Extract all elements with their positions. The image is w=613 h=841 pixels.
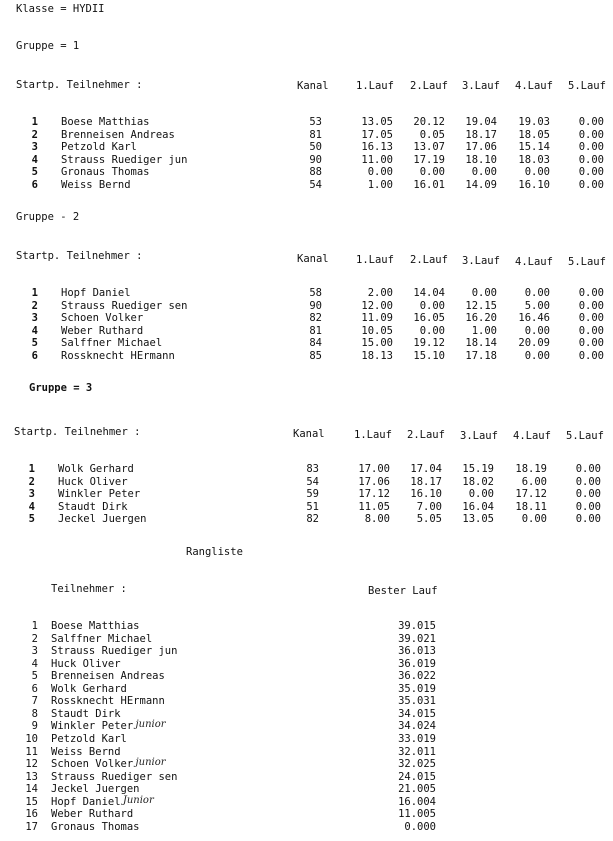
col-lauf-4: 4.Lauf — [515, 256, 553, 268]
lauf-1-value: 17.00 — [358, 463, 390, 475]
rangliste-row — [0, 708, 613, 721]
kanal-value: 81 — [309, 324, 322, 337]
startp-number: 1 — [28, 463, 35, 475]
lauf-3-value: 1.00 — [471, 324, 497, 337]
teilnehmer-name: Schoen Volker — [61, 312, 144, 325]
col-lauf-2: 2.Lauf — [410, 80, 448, 92]
teilnehmer-name: Rossknecht HErmann — [61, 350, 175, 362]
bester-lauf-value: 39.015 — [398, 620, 436, 632]
lauf-5-value: 0.00 — [578, 153, 604, 166]
lauf-2-value: 7.00 — [416, 500, 442, 513]
col-lauf-5: 5.Lauf — [568, 80, 606, 92]
lauf-2-value: 13.07 — [413, 141, 445, 154]
startp-number: 3 — [31, 141, 38, 154]
startp-number: 1 — [31, 287, 38, 299]
startp-number: 5 — [31, 337, 38, 350]
rangliste-row — [0, 808, 613, 821]
rank-name: Gronaus Thomas — [51, 820, 140, 833]
lauf-2-value: 19.12 — [413, 337, 445, 350]
col-lauf-3: 3.Lauf — [460, 430, 498, 442]
startp-number: 4 — [28, 500, 35, 513]
rank-number: 12 — [25, 758, 38, 771]
rank-number: 10 — [25, 732, 38, 745]
rank-name: Jeckel Juergen — [51, 783, 140, 796]
bester-lauf-value: 36.022 — [398, 670, 436, 683]
rank-name: Boese Matthias — [51, 620, 140, 632]
rangliste-row — [0, 758, 613, 771]
kanal-value: 81 — [309, 128, 322, 141]
bester-lauf-value: 34.015 — [398, 707, 436, 720]
col-lauf-5: 5.Lauf — [568, 256, 606, 268]
lauf-3-value: 0.00 — [471, 166, 497, 179]
lauf-2-value: 16.01 — [413, 179, 445, 191]
bester-lauf-value: 24.015 — [398, 770, 436, 783]
rank-name: Winkler Peter — [51, 720, 134, 733]
teilnehmer-name: Boese Matthias — [61, 116, 150, 128]
lauf-2-value: 15.10 — [413, 350, 445, 362]
table-row — [0, 300, 613, 313]
rank-name: Wolk Gerhard — [51, 682, 127, 695]
col-startp-teilnehmer: Startp. Teilnehmer : — [16, 250, 143, 262]
rank-name: Brenneisen Andreas — [51, 670, 165, 683]
rank-name: Strauss Ruediger jun — [51, 645, 178, 658]
teilnehmer-name: Winkler Peter — [58, 488, 141, 501]
lauf-5-value: 0.00 — [578, 337, 604, 350]
rank-name: Weiss Bernd — [51, 745, 121, 758]
startp-number: 2 — [31, 128, 38, 141]
table-row — [0, 513, 613, 526]
rank-name: Petzold Karl — [51, 732, 127, 745]
kanal-value: 88 — [309, 166, 322, 179]
startp-number: 3 — [31, 312, 38, 325]
startp-number: 3 — [28, 488, 35, 501]
lauf-2-value: 5.05 — [416, 513, 442, 526]
lauf-3-value: 18.02 — [462, 475, 494, 488]
lauf-5-value: 0.00 — [575, 513, 601, 526]
lauf-1-value: 15.00 — [361, 337, 393, 350]
rangliste-row — [0, 633, 613, 646]
lauf-5-value: 0.00 — [578, 350, 604, 362]
group-3-title: Gruppe = 3 — [29, 382, 93, 394]
table-row — [0, 337, 613, 350]
bester-lauf-value: 0.000 — [404, 820, 436, 833]
lauf-1-value: 10.05 — [361, 324, 393, 337]
table-row — [0, 179, 613, 192]
lauf-2-value: 14.04 — [413, 287, 445, 299]
lauf-2-value: 20.12 — [413, 116, 445, 128]
rangliste-row — [0, 645, 613, 658]
table-row — [0, 463, 613, 476]
col-lauf-1: 1.Lauf — [356, 80, 394, 92]
bester-lauf-value: 35.031 — [398, 695, 436, 708]
rank-number: 17 — [25, 820, 38, 833]
bester-lauf-value: 32.025 — [398, 758, 436, 771]
lauf-1-value: 0.00 — [367, 166, 393, 179]
rangliste-row — [0, 620, 613, 633]
rank-name: Rossknecht HErmann — [51, 695, 165, 708]
group-2-title: Gruppe - 2 — [16, 211, 80, 223]
rangliste-row — [0, 746, 613, 759]
lauf-2-value: 18.17 — [410, 475, 442, 488]
col-lauf-3: 3.Lauf — [462, 255, 500, 267]
table-row — [0, 501, 613, 514]
rangliste-row — [0, 695, 613, 708]
lauf-5-value: 0.00 — [575, 475, 601, 488]
lauf-5-value: 0.00 — [578, 287, 604, 299]
bester-lauf-value: 34.024 — [398, 720, 436, 733]
lauf-5-value: 0.00 — [578, 141, 604, 154]
col-lauf-1: 1.Lauf — [356, 254, 394, 266]
rank-number: 13 — [25, 770, 38, 783]
bester-lauf-value: 36.013 — [398, 645, 436, 658]
rank-name: Strauss Ruediger sen — [51, 770, 178, 783]
table-row — [0, 141, 613, 154]
table-row — [0, 476, 613, 489]
lauf-2-value: 16.10 — [410, 488, 442, 501]
lauf-4-value: 19.03 — [518, 116, 550, 128]
rank-number: 14 — [25, 783, 38, 796]
lauf-3-value: 18.10 — [465, 153, 497, 166]
col-startp-teilnehmer: Startp. Teilnehmer : — [16, 79, 143, 91]
rank-name: Hopf Daniel — [51, 795, 121, 808]
lauf-1-value: 16.13 — [361, 141, 393, 154]
startp-number: 5 — [31, 166, 38, 179]
rank-name: Huck Oliver — [51, 657, 121, 670]
lauf-3-value: 18.17 — [465, 128, 497, 141]
teilnehmer-name: Brenneisen Andreas — [61, 128, 175, 141]
col-kanal: Kanal — [297, 80, 329, 92]
rank-number: 6 — [31, 682, 38, 695]
lauf-1-value: 11.09 — [361, 312, 393, 325]
lauf-3-value: 18.14 — [465, 337, 497, 350]
lauf-5-value: 0.00 — [575, 488, 601, 501]
kanal-value: 54 — [306, 475, 319, 488]
table-row — [0, 350, 613, 363]
kanal-value: 82 — [306, 513, 319, 526]
rangliste-row — [0, 771, 613, 784]
lauf-5-value: 0.00 — [578, 166, 604, 179]
bester-lauf-value: 16.004 — [398, 795, 436, 808]
lauf-3-value: 19.04 — [465, 116, 497, 128]
rank-name: Schoen Volker — [51, 758, 134, 771]
lauf-4-value: 17.12 — [515, 488, 547, 501]
rangliste-row — [0, 670, 613, 683]
handwritten-note: Junior — [122, 794, 154, 806]
lauf-4-value: 0.00 — [524, 324, 550, 337]
rank-number: 2 — [31, 632, 38, 645]
kanal-value: 83 — [306, 463, 319, 475]
lauf-4-value: 18.03 — [518, 153, 550, 166]
lauf-4-value: 0.00 — [521, 513, 547, 526]
lauf-2-value: 0.05 — [419, 128, 445, 141]
rank-name: Salffner Michael — [51, 632, 153, 645]
lauf-4-value: 0.00 — [524, 166, 550, 179]
startp-number: 5 — [28, 513, 35, 526]
col-lauf-3: 3.Lauf — [462, 80, 500, 92]
handwritten-note: junior — [135, 757, 166, 769]
rank-number: 15 — [25, 795, 38, 808]
lauf-1-value: 11.00 — [361, 153, 393, 166]
lauf-5-value: 0.00 — [578, 116, 604, 128]
teilnehmer-name: Weber Ruthard — [61, 324, 144, 337]
lauf-1-value: 8.00 — [364, 513, 390, 526]
kanal-value: 90 — [309, 299, 322, 312]
lauf-3-value: 14.09 — [465, 179, 497, 191]
rank-number: 4 — [31, 657, 38, 670]
lauf-4-value: 18.05 — [518, 128, 550, 141]
rank-number: 16 — [25, 808, 38, 821]
startp-number: 4 — [31, 324, 38, 337]
lauf-4-value: 0.00 — [524, 287, 550, 299]
bester-lauf-value: 21.005 — [398, 783, 436, 796]
kanal-value: 84 — [309, 337, 322, 350]
kanal-value: 90 — [309, 153, 322, 166]
teilnehmer-name: Staudt Dirk — [58, 500, 128, 513]
col-lauf-2: 2.Lauf — [407, 429, 445, 441]
col-kanal: Kanal — [293, 428, 325, 440]
startp-number: 6 — [31, 179, 38, 191]
lauf-3-value: 12.15 — [465, 299, 497, 312]
col-lauf-4: 4.Lauf — [515, 80, 553, 92]
lauf-2-value: 17.04 — [410, 463, 442, 475]
teilnehmer-name: Strauss Ruediger jun — [61, 153, 188, 166]
lauf-2-value: 0.00 — [419, 324, 445, 337]
rangliste-row — [0, 658, 613, 671]
col-startp-teilnehmer: Startp. Teilnehmer : — [14, 426, 141, 438]
rangliste-row — [0, 720, 613, 733]
rangliste-title: Rangliste — [186, 546, 243, 558]
bester-lauf-value: 11.005 — [398, 808, 436, 821]
table-row — [0, 287, 613, 300]
startp-number: 6 — [31, 350, 38, 362]
table-row — [0, 166, 613, 179]
col-teilnehmer: Teilnehmer : — [51, 583, 127, 595]
bester-lauf-value: 39.021 — [398, 632, 436, 645]
rangliste-row — [0, 733, 613, 746]
lauf-1-value: 2.00 — [367, 287, 393, 299]
lauf-1-value: 12.00 — [361, 299, 393, 312]
lauf-3-value: 0.00 — [468, 488, 494, 501]
col-lauf-2: 2.Lauf — [410, 254, 448, 266]
teilnehmer-name: Jeckel Juergen — [58, 513, 147, 526]
col-bester-lauf: Bester Lauf — [368, 585, 438, 597]
lauf-4-value: 15.14 — [518, 141, 550, 154]
lauf-5-value: 0.00 — [575, 500, 601, 513]
rangliste-row — [0, 783, 613, 796]
group-1-title: Gruppe = 1 — [16, 40, 80, 52]
teilnehmer-name: Huck Oliver — [58, 475, 128, 488]
lauf-3-value: 15.19 — [462, 463, 494, 475]
col-kanal: Kanal — [297, 253, 329, 265]
kanal-value: 53 — [309, 116, 322, 128]
rank-number: 3 — [31, 645, 38, 658]
lauf-1-value: 17.06 — [358, 475, 390, 488]
lauf-3-value: 16.04 — [462, 500, 494, 513]
table-row — [0, 116, 613, 129]
lauf-5-value: 0.00 — [578, 299, 604, 312]
teilnehmer-name: Gronaus Thomas — [61, 166, 150, 179]
rangliste-row — [0, 683, 613, 696]
rank-name: Staudt Dirk — [51, 707, 121, 720]
teilnehmer-name: Strauss Ruediger sen — [61, 299, 188, 312]
bester-lauf-value: 32.011 — [398, 745, 436, 758]
startp-number: 4 — [31, 153, 38, 166]
kanal-value: 51 — [306, 500, 319, 513]
rangliste-row — [0, 796, 613, 809]
kanal-value: 85 — [309, 350, 322, 362]
lauf-5-value: 0.00 — [578, 312, 604, 325]
lauf-1-value: 11.05 — [358, 500, 390, 513]
lauf-4-value: 16.46 — [518, 312, 550, 325]
lauf-1-value: 18.13 — [361, 350, 393, 362]
lauf-1-value: 17.12 — [358, 488, 390, 501]
teilnehmer-name: Hopf Daniel — [61, 287, 131, 299]
rank-number: 7 — [31, 695, 38, 708]
rank-number: 1 — [31, 620, 38, 632]
kanal-value: 82 — [309, 312, 322, 325]
handwritten-note: junior — [135, 719, 166, 731]
teilnehmer-name: Weiss Bernd — [61, 179, 131, 191]
rank-number: 9 — [31, 720, 38, 733]
lauf-1-value: 1.00 — [367, 179, 393, 191]
kanal-value: 59 — [306, 488, 319, 501]
lauf-5-value: 0.00 — [575, 463, 601, 475]
kanal-value: 54 — [309, 179, 322, 191]
lauf-5-value: 0.00 — [578, 128, 604, 141]
col-lauf-4: 4.Lauf — [513, 430, 551, 442]
kanal-value: 50 — [309, 141, 322, 154]
lauf-5-value: 0.00 — [578, 179, 604, 191]
startp-number: 2 — [28, 475, 35, 488]
lauf-3-value: 17.18 — [465, 350, 497, 362]
lauf-1-value: 17.05 — [361, 128, 393, 141]
teilnehmer-name: Wolk Gerhard — [58, 463, 134, 475]
rangliste-row — [0, 821, 613, 834]
bester-lauf-value: 35.019 — [398, 682, 436, 695]
col-lauf-1: 1.Lauf — [354, 429, 392, 441]
klasse-line: Klasse = HYDII — [16, 3, 105, 15]
lauf-4-value: 6.00 — [521, 475, 547, 488]
rank-number: 8 — [31, 707, 38, 720]
table-row — [0, 325, 613, 338]
startp-number: 1 — [31, 116, 38, 128]
lauf-2-value: 17.19 — [413, 153, 445, 166]
teilnehmer-name: Salffner Michael — [61, 337, 163, 350]
lauf-3-value: 16.20 — [465, 312, 497, 325]
table-row — [0, 154, 613, 167]
rank-number: 5 — [31, 670, 38, 683]
lauf-4-value: 5.00 — [524, 299, 550, 312]
lauf-3-value: 0.00 — [471, 287, 497, 299]
table-row — [0, 312, 613, 325]
lauf-4-value: 18.19 — [515, 463, 547, 475]
rank-number: 11 — [25, 745, 38, 758]
col-lauf-5: 5.Lauf — [566, 430, 604, 442]
kanal-value: 58 — [309, 287, 322, 299]
lauf-3-value: 13.05 — [462, 513, 494, 526]
lauf-2-value: 0.00 — [419, 166, 445, 179]
lauf-2-value: 16.05 — [413, 312, 445, 325]
table-row — [0, 488, 613, 501]
lauf-4-value: 18.11 — [515, 500, 547, 513]
startp-number: 2 — [31, 299, 38, 312]
bester-lauf-value: 36.019 — [398, 657, 436, 670]
teilnehmer-name: Petzold Karl — [61, 141, 137, 154]
lauf-1-value: 13.05 — [361, 116, 393, 128]
bester-lauf-value: 33.019 — [398, 732, 436, 745]
lauf-4-value: 16.10 — [518, 179, 550, 191]
lauf-4-value: 0.00 — [524, 350, 550, 362]
lauf-4-value: 20.09 — [518, 337, 550, 350]
lauf-2-value: 0.00 — [419, 299, 445, 312]
lauf-5-value: 0.00 — [578, 324, 604, 337]
rank-name: Weber Ruthard — [51, 808, 134, 821]
lauf-3-value: 17.06 — [465, 141, 497, 154]
table-row — [0, 129, 613, 142]
